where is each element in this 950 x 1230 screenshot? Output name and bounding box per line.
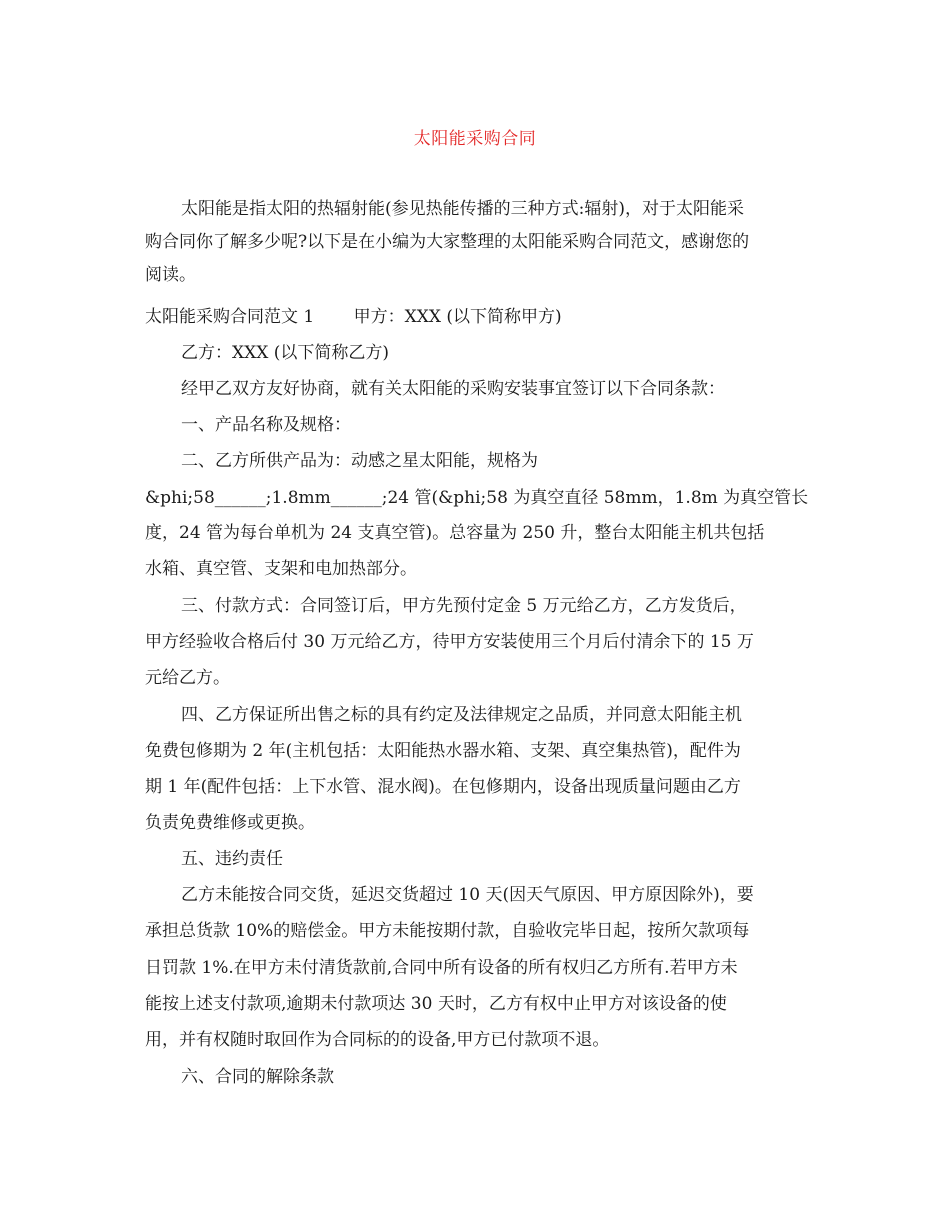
paragraph-line: 乙方未能按合同交货，延迟交货超过 10 天(因天气原因、甲方原因除外)，要 — [181, 885, 754, 905]
paragraph-line: 阅读。 — [145, 265, 196, 285]
paragraph-line: 甲方经验收合格后付 30 万元给乙方，待甲方安装使用三个月后付清余下的 15 万 — [145, 632, 754, 652]
paragraph-line: 太阳能采购合同范文 1 甲方：XXX (以下简称甲方) — [145, 307, 562, 327]
paragraph-line: 太阳能是指太阳的热辐射能(参见热能传播的三种方式:辐射)，对于太阳能采 — [181, 199, 744, 219]
paragraph-line: 承担总货款 10%的赔偿金。甲方未能按期付款，自验收完毕日起，按所欠款项每 — [145, 921, 750, 941]
paragraph-line: 购合同你了解多少呢?以下是在小编为大家整理的太阳能采购合同范文，感谢您的 — [145, 232, 750, 252]
document-title: 太阳能采购合同 — [413, 129, 537, 149]
paragraph-line: 免费包修期为 2 年(主机包括：太阳能热水器水箱、支架、真空集热管)，配件为 — [145, 741, 741, 761]
paragraph-line: 一、产品名称及规格： — [181, 415, 351, 435]
paragraph-line: 度，24 管为每台单机为 24 支真空管)。总容量为 250 升，整台太阳能主机共包括 — [145, 523, 765, 543]
paragraph-line: &phi;58______;1.8mm______;24 管(&phi;58 为真空直径 58mm，1.8m 为真空管长 — [145, 488, 809, 508]
paragraph-line: 五、违约责任 — [181, 849, 283, 869]
paragraph-line: 四、乙方保证所出售之标的具有约定及法律规定之品质，并同意太阳能主机 — [181, 705, 742, 725]
paragraph-line: 水箱、真空管、支架和电加热部分。 — [145, 559, 417, 579]
paragraph-line: 能按上述支付款项,逾期未付款项达 30 天时，乙方有权中止甲方对该设备的使 — [145, 994, 727, 1014]
paragraph-line: 日罚款 1%.在甲方未付清货款前,合同中所有设备的所有权归乙方所有.若甲方未 — [145, 958, 738, 978]
paragraph-line: 三、付款方式：合同签订后，甲方先预付定金 5 万元给乙方，乙方发货后， — [181, 596, 747, 616]
paragraph-line: 期 1 年(配件包括：上下水管、混水阀)。在包修期内，设备出现质量问题由乙方 — [145, 777, 741, 797]
paragraph-line: 用，并有权随时取回作为合同标的的设备,甲方已付款项不退。 — [145, 1030, 610, 1050]
paragraph-line: 二、乙方所供产品为：动感之星太阳能，规格为 — [181, 451, 538, 471]
paragraph-line: 经甲乙双方友好协商，就有关太阳能的采购安装事宜签订以下合同条款： — [181, 379, 725, 399]
paragraph-line: 六、合同的解除条款 — [181, 1067, 334, 1087]
paragraph-line: 乙方：XXX (以下简称乙方) — [181, 343, 389, 363]
paragraph-line: 元给乙方。 — [145, 668, 230, 688]
paragraph-line: 负责免费维修或更换。 — [145, 813, 315, 833]
